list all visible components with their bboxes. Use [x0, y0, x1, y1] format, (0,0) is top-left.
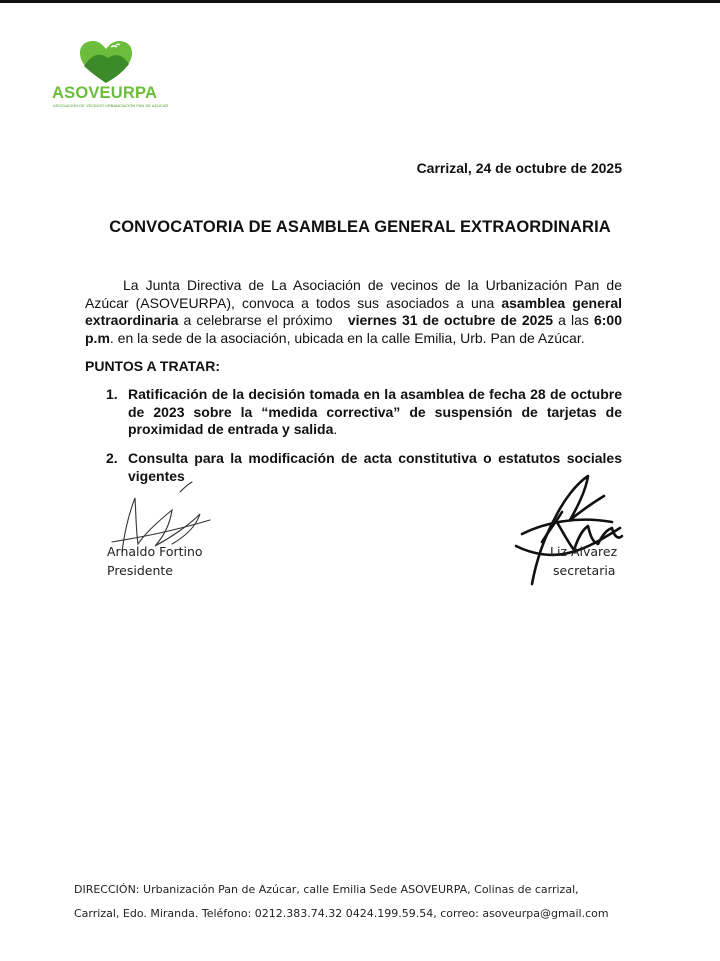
intro-text-2: a celebrarse el próximo — [178, 312, 338, 328]
agenda-item-number: 1. — [106, 386, 118, 402]
signer-role: secretaria — [553, 563, 616, 578]
footer-address — [74, 883, 694, 896]
agenda-item-text: Consulta para la modificación de acta constitutiva o estatutos sociales vigentes — [128, 450, 622, 484]
footer-address-text: Urbanización Pan de Azúcar, calle Emilia Sede ASOVEURPA, Colinas de carrizal, — [139, 883, 579, 896]
asoveurpa-logo — [52, 40, 182, 112]
agenda-item-end: . — [333, 421, 338, 437]
signature-block-secretary — [550, 542, 617, 580]
signer-name: Liz Álvarez — [550, 544, 618, 559]
intro-bold-assembly: asamblea general extraordinaria — [85, 294, 622, 328]
signature-block-president — [107, 542, 203, 580]
logo-subtitle: ASOCIACIÓN DE VECINOS URBANIZACIÓN PAN DE AZÚCAR — [53, 103, 169, 108]
intro-bold-date: viernes 31 de octubre de 2025 — [347, 312, 554, 328]
heart-mountain-icon — [78, 40, 134, 84]
intro-bold-time: 6:00 p.m — [85, 312, 623, 346]
logo-name: ASOVEURPA — [52, 84, 158, 102]
top-border — [0, 0, 720, 3]
footer-contact: Carrizal, Edo. Miranda. Teléfono: 0212.383.74.32 0424.199.59.54, correo: asoveurpa@gmail.com — [74, 907, 609, 920]
letter-date: Carrizal, 24 de octubre de 2025 — [416, 160, 622, 176]
intro-text-4: . en la sede de la asociación, ubicada en la calle Emilia, Urb. Pan de Azúcar. — [109, 329, 585, 346]
points-title: PUNTOS A TRATAR: — [85, 358, 221, 374]
intro-paragraph — [85, 277, 622, 347]
letter-title: CONVOCATORIA DE ASAMBLEA GENERAL EXTRAORDINARIA — [109, 218, 611, 236]
agenda-item-text: Ratificación de la decisión tomada en la asamblea de fecha 28 de octubre de 2023 sobre la “medida correctiva” de suspensión de tarjetas de proximidad de entrada y salida — [128, 386, 622, 437]
signer-name: Arnaldo Fortino — [107, 544, 203, 559]
intro-text-1: La Junta Directiva de La Asociación de vecinos de la Urbanización Pan de Azúcar (ASOVEURPA), convoca a todos sus asociados a una — [85, 277, 622, 311]
signer-role: Presidente — [107, 563, 173, 578]
footer-address-label: DIRECCIÓN: — [74, 883, 140, 896]
agenda-item — [106, 386, 622, 439]
intro-text-3: a las — [553, 312, 594, 328]
agenda-item-number: 2. — [106, 450, 118, 466]
